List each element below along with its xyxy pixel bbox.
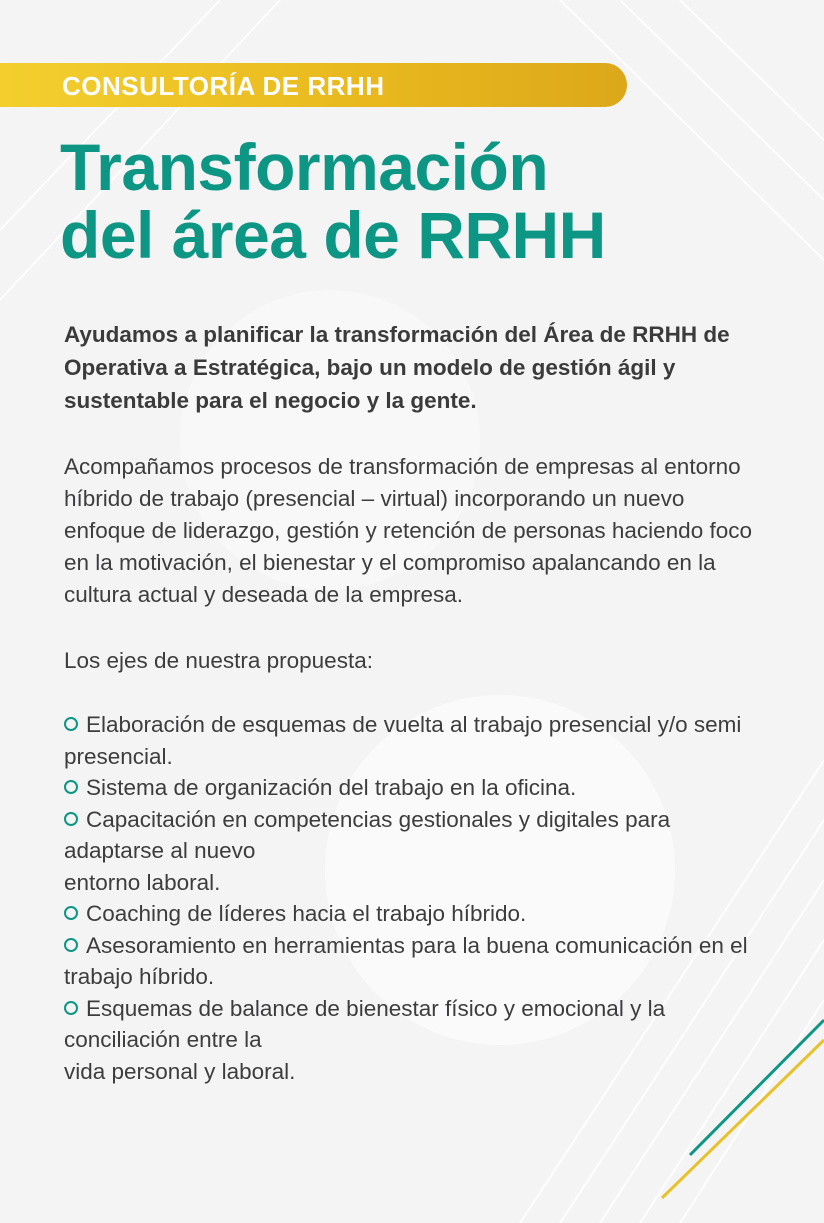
content-body bbox=[64, 318, 764, 1087]
axes-list bbox=[64, 709, 764, 1087]
list-item: Asesoramiento en herramientas para la buena comunicación en el trabajo híbrido. bbox=[64, 932, 748, 989]
list-item: Elaboración de esquemas de vuelta al trabajo presencial y/o semi presencial. bbox=[64, 712, 742, 769]
intro-paragraph: Ayudamos a planificar la transformación del Área de RRHH de Operativa a Estratégica, bajo un modelo de gestión ágil y sustentable para el negocio y la gente. bbox=[64, 322, 730, 413]
circle-bullet-icon bbox=[64, 906, 78, 920]
list-item: Sistema de organización del trabajo en la oficina. bbox=[64, 772, 764, 804]
title-line-1: Transformación bbox=[60, 130, 549, 204]
circle-bullet-icon bbox=[64, 717, 78, 731]
list-item: Capacitación en competencias gestionales y digitales para adaptarse al nuevo entorno laboral. bbox=[64, 806, 671, 895]
page-title bbox=[60, 130, 606, 272]
description-paragraph: Acompañamos procesos de transformación de empresas al entorno híbrido de trabajo (presencial – virtual) incorporando un nuevo enfoque de liderazgo, gestión y retención de personas haciendo foco en la motivación, el bienestar y el compromiso apalancando en la cultura actual y deseada de la empresa. bbox=[64, 454, 752, 607]
category-banner bbox=[0, 63, 627, 107]
circle-bullet-icon bbox=[64, 812, 78, 826]
category-label: CONSULTORÍA DE RRHH bbox=[62, 71, 385, 101]
circle-bullet-icon bbox=[64, 938, 78, 952]
circle-bullet-icon bbox=[64, 1001, 78, 1015]
list-item: Coaching de líderes hacia el trabajo híbrido. bbox=[64, 898, 764, 930]
list-item: Esquemas de balance de bienestar físico y emocional y la conciliación entre la vida personal y laboral. bbox=[64, 995, 666, 1084]
title-line-2: del área de RRHH bbox=[60, 198, 606, 272]
circle-bullet-icon bbox=[64, 780, 78, 794]
list-lead: Los ejes de nuestra propuesta: bbox=[64, 648, 373, 673]
